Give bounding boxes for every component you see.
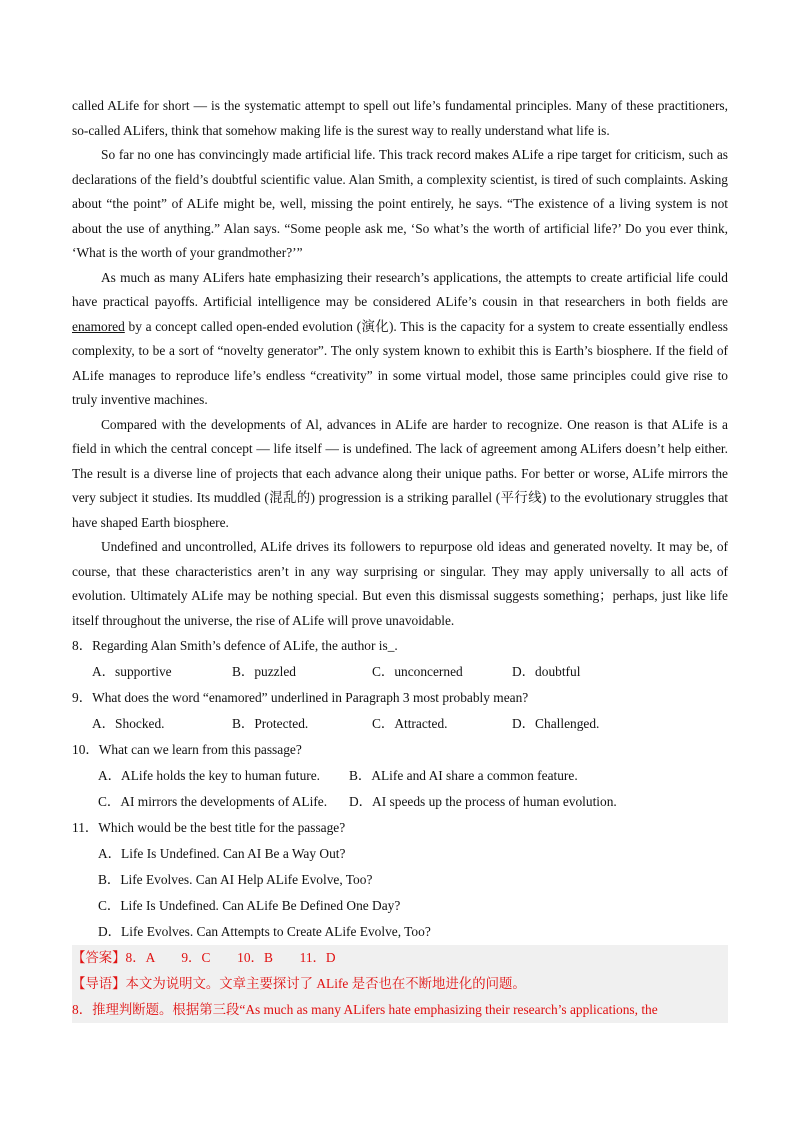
option-d: D．Challenged. xyxy=(512,716,600,731)
option-d: D．Life Evolves. Can Attempts to Create ALife Evolve, Too? xyxy=(98,924,431,939)
guide-text: 【导语】本文为说明文。文章主要探讨了 ALife 是否也在不断地进化的问题。 xyxy=(72,971,728,997)
question-9-stem: 9．What does the word “enamored” underlined in Paragraph 3 most probably mean? xyxy=(72,690,529,705)
analysis-text: 8．推理判断题。根据第三段“As much as many ALifers hate emphasizing their research’s applications, the xyxy=(72,997,728,1023)
option-a: A．ALife holds the key to human future. xyxy=(98,768,321,783)
option-d: D．AI speeds up the process of human evolution. xyxy=(349,794,617,809)
option-b: B．Protected. xyxy=(232,716,309,731)
question-10-stem: 10．What can we learn from this passage? xyxy=(72,742,302,757)
p3-text-before: As much as many ALifers hate emphasizing their research’s applications, the attempts to create artificial life could have practical payoffs. Artificial intelligence may be considered ALife’s cousin in that researchers in both fields are xyxy=(72,269,728,309)
passage-paragraph-5: Undefined and uncontrolled, ALife drives its followers to repurpose old ideas and generated novelty. It may be, of course, that these characteristics aren’t in any way surprising or singular. They may apply universally to all acts of evolution. Ultimately ALife may be nothing special. But even this dismissal suggests something；perhaps, just like life itself throughout the universe, the rise of ALife will prove unavoidable. xyxy=(72,539,728,628)
passage-paragraph-1: called ALife for short — is the systematic attempt to spell out life’s fundamental principles. Many of these practitioners, so-called ALifers, think that somehow making life is the surest way to really understand what life is. xyxy=(72,98,728,138)
option-b: B．puzzled xyxy=(232,664,296,679)
p3-text-after: by a concept called open-ended evolution (演化). This is the capacity for a system to create essentially endless complexity, to be a sort of “novelty generator”. The only system known to exhibit this is Earth’s biosphere. If the field of ALife manages to reproduce life’s endless “creativity” in some virtual model, those same principles could give rise to truly inventive machines. xyxy=(72,318,728,407)
question-11-option-d xyxy=(72,919,728,945)
option-c: C．unconcerned xyxy=(372,664,463,679)
underlined-word-enamored: enamored xyxy=(72,318,125,334)
option-c: C．AI mirrors the developments of ALife. xyxy=(98,794,328,809)
option-a: A．supportive xyxy=(92,664,172,679)
question-8-stem: 8．Regarding Alan Smith’s defence of ALife, the author is_. xyxy=(72,638,398,653)
option-c: C．Attracted. xyxy=(372,716,448,731)
question-11-option-a xyxy=(72,841,728,867)
question-10-options-row-2 xyxy=(72,789,728,815)
option-c: C．Life Is Undefined. Can ALife Be Defined One Day? xyxy=(98,898,401,913)
question-11-option-c xyxy=(72,893,728,919)
option-a: A．Life Is Undefined. Can AI Be a Way Out? xyxy=(98,846,346,861)
answer-key: 【答案】8．A 9．C 10．B 11．D xyxy=(72,945,728,971)
option-a: A．Shocked. xyxy=(92,716,165,731)
option-b: B．ALife and AI share a common feature. xyxy=(349,768,578,783)
passage-paragraph-3 xyxy=(72,266,728,413)
passage-paragraph-2: So far no one has convincingly made artificial life. This track record makes ALife a ripe target for criticism, such as declarations of the field’s doubtful scientific value. Alan Smith, a complexity scientist, is tired of such complaints. Asking about “the point” of ALife might be, well, missing the point entirely, he says. “The existence of a living system is not about the use of anything.” Alan says. “Some people ask me, ‘So what’s the worth of artificial life?’ Do you ever think, ‘What is the worth of your grandmother?’” xyxy=(72,147,728,260)
question-11-option-b xyxy=(72,867,728,893)
question-10-options-row-1 xyxy=(72,763,728,789)
question-8-options xyxy=(72,659,728,685)
passage-paragraph-4: Compared with the developments of Al, advances in ALife are harder to recognize. One reason is that ALife is a field in which the central concept — life itself — is undefined. The lack of agreement among ALifers doesn’t help either. The result is a diverse line of projects that each advance along their unique paths. For better or worse, ALife mirrors the very subject it studies. Its muddled (混乱的) progression is a striking parallel (平行线) to the evolutionary struggles that have shaped Earth biosphere. xyxy=(72,416,728,530)
option-d: D．doubtful xyxy=(512,664,581,679)
question-9-options xyxy=(72,711,728,737)
question-11-stem: 11．Which would be the best title for the passage? xyxy=(72,820,346,835)
option-b: B．Life Evolves. Can AI Help ALife Evolve, Too? xyxy=(98,872,373,887)
page xyxy=(72,94,728,1023)
